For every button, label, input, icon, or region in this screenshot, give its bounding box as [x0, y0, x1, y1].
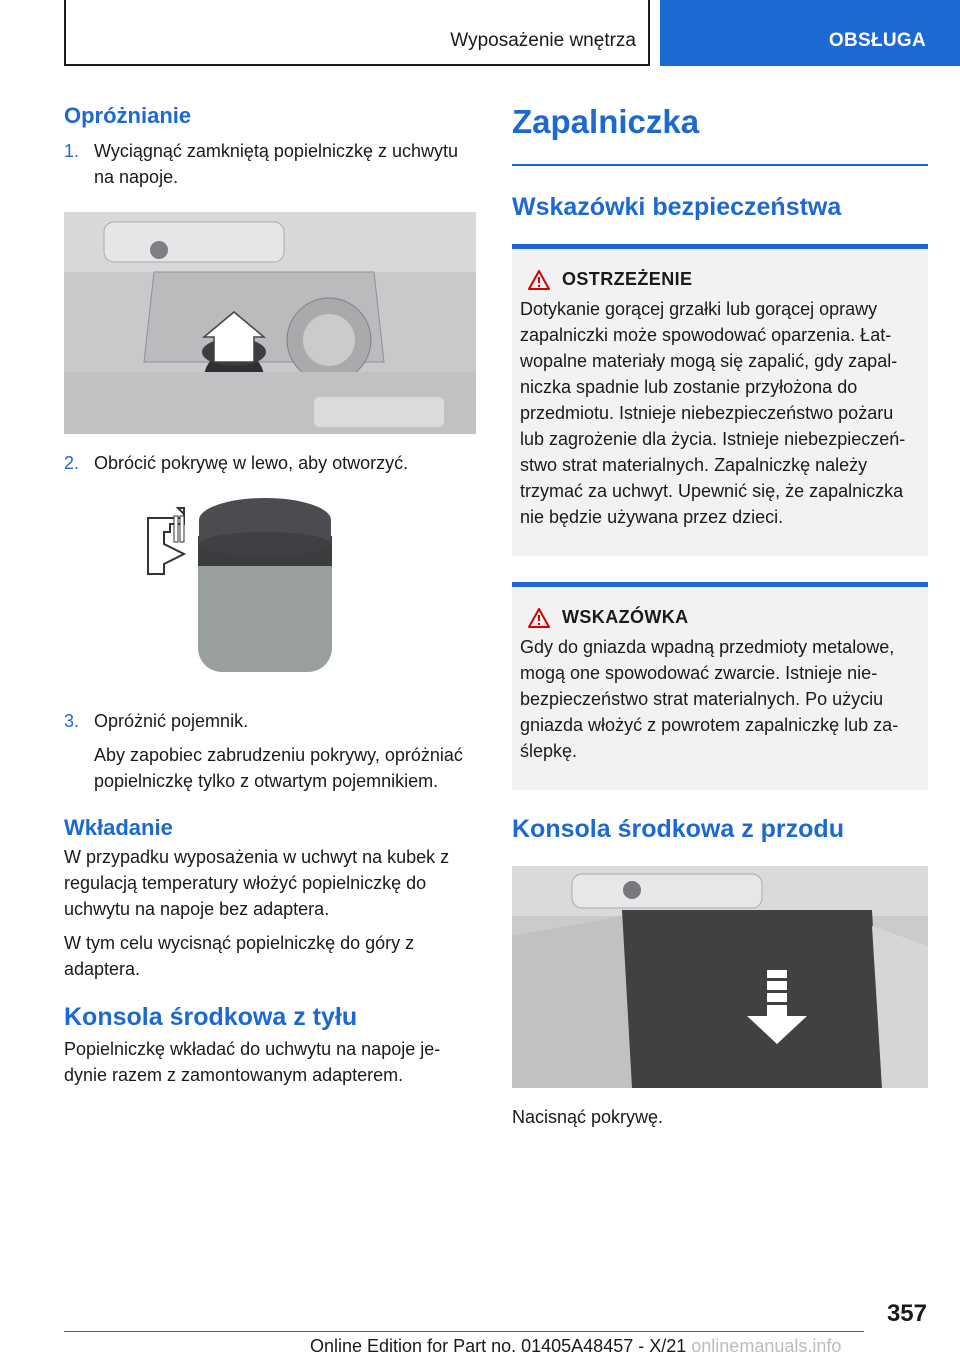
note-label: WSKAZÓWKA [562, 607, 689, 627]
page-number: 357 [886, 1300, 927, 1327]
step-text: Wyciągnąć zamkniętą popielniczkę z uchwytu na napoje. [94, 141, 459, 187]
front-console-text: Nacisnąć pokrywę. [512, 1107, 664, 1127]
lighter-title: Zapalniczka [512, 103, 700, 140]
footer-edition [310, 1336, 841, 1357]
note-triangle-icon [528, 608, 550, 628]
safety-heading: Wskazówki bezpieczeństwa [512, 193, 842, 221]
step-text: Obrócić pokrywę w lewo, aby otworzyć. [94, 453, 409, 473]
left-column [64, 100, 476, 1088]
insert-paragraph-2: W tym celu wycisnąć popielniczkę do góry z adaptera. [64, 933, 415, 979]
section-title: OBSŁUGA [828, 30, 926, 51]
right-column [512, 100, 928, 1130]
note-box [512, 582, 928, 790]
rear-console-text: Popielniczkę wkładać do uchwytu na napoje jedynie razem z zamontowanym adapterem. [64, 1039, 441, 1085]
insert-paragraph-1: W przypadku wyposażenia w uchwyt na kubek z regulacją temperatury włożyć popielniczkę do uchwytu na napoje bez adaptera. [64, 847, 450, 919]
step-number: 3. [64, 711, 80, 731]
watermark-site: onlinemanuals.info [691, 1336, 842, 1356]
note-text: Gdy do gniazda wpadną przedmioty metalowe, mogą one spowodować zwarcie. Istnieje niebezpieczeństwo strat materialnych. Po użyciu gniazda włożyć z powrotem zapalniczkę lub zaślepkę. [520, 637, 899, 761]
step-1 [64, 138, 476, 190]
step-text: Opróżnić pojemnik. [94, 711, 249, 731]
header-chapter-tab [64, 0, 650, 66]
warning-label-row [528, 269, 920, 290]
header-section-tab[interactable] [660, 0, 960, 66]
step-3 [64, 708, 476, 734]
warning-text: Dotykanie gorącej grzałki lub gorącej oprawy zapalniczki może spowodować oparzenia. Łatwopalne materiały mogą się zapalić, gdy zapalniczka spadnie lub zostanie przyłożona do przedmiotu. Istnieje niebezpieczeństwo pożaru lub zagrożenie dla życia. Istnieje niebezpieczeństwo strat materialnych. Zapalniczkę należy trzymać za uchwyt. Upewnić się, że zapalniczka nie będzie używana przez dzieci. [520, 299, 906, 527]
step-3-note: Aby zapobiec zabrudzeniu pokrywy, opróżniać popielniczkę tylko z otwartym pojemnikiem. [94, 745, 463, 791]
front-console-lighter-illustration [512, 866, 928, 1088]
footer-rule [64, 1331, 864, 1332]
emptying-heading: Opróżnianie [64, 103, 192, 128]
ashtray-lid-illustration [64, 496, 476, 696]
step-2 [64, 450, 476, 476]
warning-box [512, 244, 928, 556]
rear-console-heading: Konsola środkowa z tyłu [64, 1003, 358, 1031]
edition-text: Online Edition for Part no. 01405A48457 - X/21 [310, 1336, 687, 1356]
step-number: 1. [64, 141, 80, 161]
note-label-row [528, 607, 920, 628]
front-console-heading: Konsola środkowa z przodu [512, 815, 844, 843]
warning-label: OSTRZEŻENIE [562, 269, 693, 289]
chapter-title: Wyposażenie wnętrza [450, 30, 636, 51]
inserting-heading: Wkładanie [64, 815, 173, 840]
step-number: 2. [64, 453, 80, 473]
warning-triangle-icon [528, 270, 550, 290]
title-rule [512, 164, 928, 166]
ashtray-removal-illustration [64, 212, 476, 434]
